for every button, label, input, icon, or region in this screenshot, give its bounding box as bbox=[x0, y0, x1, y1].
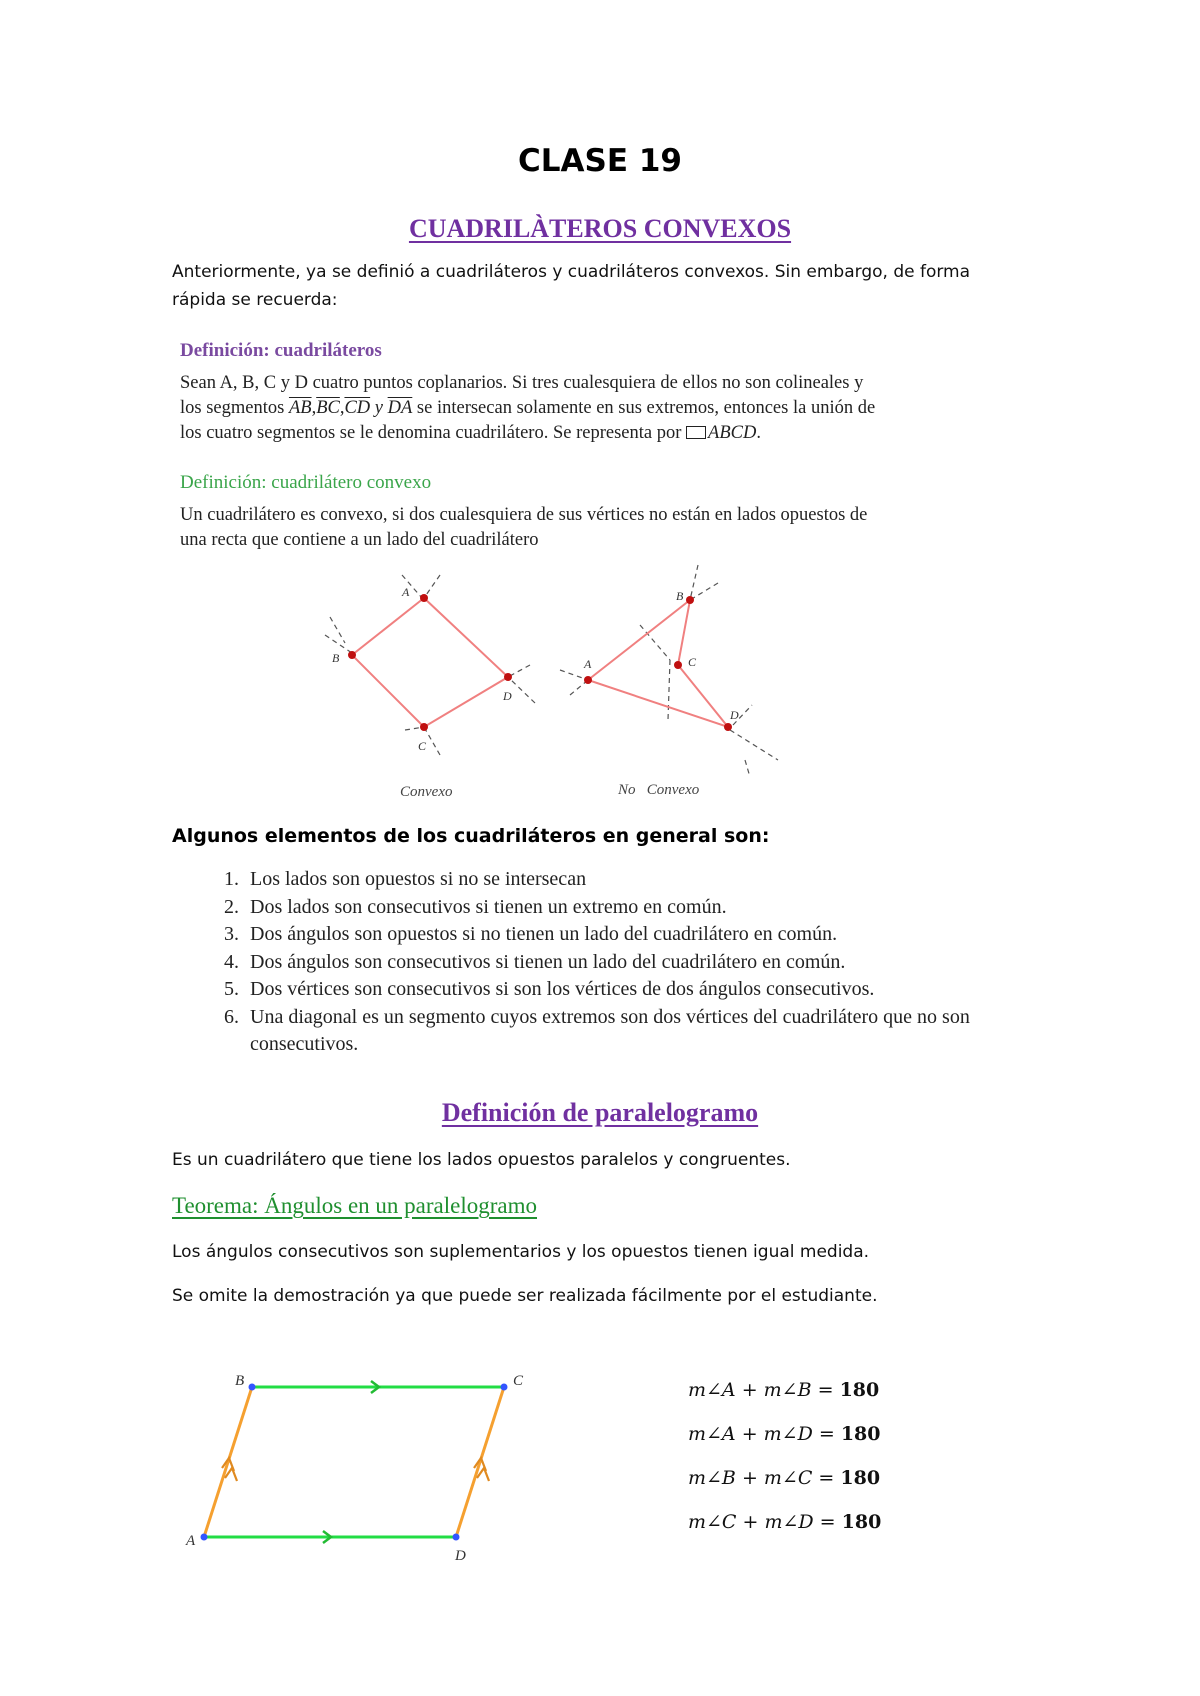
formula-lhs: m∠A + m∠B = bbox=[688, 1379, 840, 1401]
quadrilateral-symbol-icon bbox=[686, 426, 706, 439]
nonconvex-quad-outline bbox=[588, 600, 728, 727]
formula-row bbox=[688, 1500, 1008, 1544]
page-title: CLASE 19 bbox=[518, 143, 682, 179]
vertex-label-b: B bbox=[332, 651, 340, 665]
vertex-label-a: A bbox=[584, 657, 592, 671]
vertex-b bbox=[686, 596, 694, 604]
theorem-text: Los ángulos consecutivos son suplementarios y los opuestos tienen igual medida. bbox=[172, 1242, 870, 1262]
text-fragment: . bbox=[756, 423, 761, 443]
extension-line bbox=[424, 575, 440, 598]
section-heading: CUADRILÀTEROS CONVEXOS bbox=[408, 214, 792, 243]
formula-value: 180 bbox=[840, 1423, 881, 1445]
extension-line bbox=[330, 617, 345, 643]
vertex-a bbox=[420, 594, 428, 602]
point-a bbox=[201, 1534, 208, 1541]
text-fragment: los segmentos bbox=[180, 398, 289, 418]
formula-lhs: m∠C + m∠D = bbox=[688, 1511, 842, 1533]
vertex-label-a: A bbox=[402, 585, 410, 599]
side-ab bbox=[204, 1387, 252, 1537]
vertex-label-b: B bbox=[676, 589, 684, 603]
formula-row bbox=[688, 1412, 1008, 1456]
extension-line bbox=[690, 583, 718, 600]
parallelogram-figure bbox=[175, 1350, 555, 1580]
formula-value: 180 bbox=[839, 1379, 880, 1401]
segment-ab: $\overline{AB}$ bbox=[288, 398, 312, 418]
list-item: 5. Dos vértices son consecutivos si son los vértices de dos ángulos consecutivos. bbox=[244, 976, 1074, 1004]
point-label-b: B bbox=[235, 1373, 245, 1389]
angle-formulas bbox=[688, 1368, 1008, 1544]
segment-bc: $\overline{BC}$ bbox=[316, 398, 340, 418]
vertex-label-d: D bbox=[503, 689, 512, 703]
definition-quad-line-3 bbox=[180, 421, 1030, 446]
vertex-label-d: D bbox=[730, 708, 739, 722]
segment-cd: $\overline{CD}$ bbox=[344, 398, 371, 418]
definition-convex-title: Definición: cuadrilátero convexo bbox=[180, 472, 432, 493]
extension-line bbox=[730, 730, 778, 760]
parallelogram-definition: Es un cuadrilátero que tiene los lados opuestos paralelos y congruentes. bbox=[172, 1150, 791, 1170]
extension-line bbox=[745, 760, 750, 777]
text-fragment: y bbox=[370, 398, 388, 418]
point-label-a: A bbox=[186, 1533, 196, 1549]
quadrilateral-name: ABCD bbox=[708, 423, 757, 443]
vertex-c bbox=[674, 661, 682, 669]
formula-value: 180 bbox=[841, 1511, 882, 1533]
parallelogram-heading: Definición de paralelogramo bbox=[441, 1098, 759, 1127]
convex-caption: Convexo bbox=[400, 784, 453, 800]
point-label-c: C bbox=[513, 1373, 524, 1389]
extension-line bbox=[508, 677, 535, 703]
definition-convex-line-1: Un cuadrilátero es convexo, si dos cualesquiera de sus vértices no están en lados opuestos de bbox=[180, 505, 868, 525]
list-item: 3. Dos ángulos son opuestos si no tienen un lado del cuadrilátero en común. bbox=[244, 921, 1074, 949]
list-item: 1. Los lados son opuestos si no se intersecan bbox=[244, 866, 1074, 894]
formula-lhs: m∠A + m∠D = bbox=[688, 1423, 841, 1445]
point-b bbox=[249, 1384, 256, 1391]
elements-list bbox=[210, 866, 1074, 1059]
formula-value: 180 bbox=[840, 1467, 881, 1489]
point-label-d: D bbox=[455, 1548, 466, 1564]
definition-quad-title: Definición: cuadriláteros bbox=[180, 340, 382, 361]
definition-quadrilateral bbox=[180, 340, 1030, 446]
text-fragment: los cuatro segmentos se le denomina cuadrilátero. Se representa por bbox=[180, 423, 687, 443]
intro-paragraph: Anteriormente, ya se definió a cuadriláteros y cuadriláteros convexos. Sin embargo, de forma rápida se recuerda: bbox=[172, 262, 971, 310]
list-item: 2. Dos lados son consecutivos si tienen un extremo en común. bbox=[244, 894, 1074, 922]
nonconvex-caption: No Convexo bbox=[618, 782, 700, 798]
vertex-c bbox=[420, 723, 428, 731]
list-item: 4. Dos ángulos son consecutivos si tienen un lado del cuadrilátero en común. bbox=[244, 949, 1074, 977]
text-fragment: , bbox=[339, 398, 345, 418]
text-fragment: se intersecan solamente en sus extremos, entonces la unión de bbox=[412, 398, 876, 418]
point-c bbox=[501, 1384, 508, 1391]
segment-da: $\overline{DA}$ bbox=[387, 398, 413, 418]
convex-quadrilateral-figure bbox=[325, 575, 535, 800]
nonconvex-quadrilateral-figure bbox=[560, 565, 778, 798]
vertex-b bbox=[348, 651, 356, 659]
theorem-heading: Teorema: Ángulos en un paralelogramo bbox=[172, 1193, 537, 1218]
definition-quad-line-2 bbox=[180, 396, 1030, 421]
vertex-d bbox=[504, 673, 512, 681]
convex-figures bbox=[0, 555, 1200, 815]
vertex-label-c: C bbox=[418, 739, 427, 753]
extension-line bbox=[690, 565, 698, 600]
text-fragment: , bbox=[311, 398, 317, 418]
vertex-d bbox=[724, 723, 732, 731]
formula-lhs: m∠B + m∠C = bbox=[688, 1467, 841, 1489]
vertex-a bbox=[584, 676, 592, 684]
elements-heading: Algunos elementos de los cuadriláteros en general son: bbox=[172, 825, 770, 847]
extension-line bbox=[560, 670, 588, 680]
definition-convex bbox=[180, 472, 1030, 553]
extension-line bbox=[668, 660, 670, 720]
side-dc bbox=[456, 1387, 504, 1537]
formula-row bbox=[688, 1456, 1008, 1500]
definition-convex-line-2: una recta que contiene a un lado del cuadrilátero bbox=[180, 530, 539, 550]
point-d bbox=[453, 1534, 460, 1541]
definition-quad-line-1: Sean A, B, C y D cuatro puntos coplanarios. Si tres cualesquiera de ellos no son colineales y bbox=[180, 373, 864, 393]
vertex-label-c: C bbox=[688, 655, 697, 669]
extension-line bbox=[424, 727, 440, 755]
list-item: 6. Una diagonal es un segmento cuyos extremos son dos vértices del cuadrilátero que no son consecutivos. bbox=[244, 1004, 1074, 1059]
extension-line bbox=[640, 625, 670, 660]
proof-note: Se omite la demostración ya que puede ser realizada fácilmente por el estudiante. bbox=[172, 1286, 878, 1306]
convex-quad-outline bbox=[352, 598, 508, 727]
formula-row bbox=[688, 1368, 1008, 1412]
